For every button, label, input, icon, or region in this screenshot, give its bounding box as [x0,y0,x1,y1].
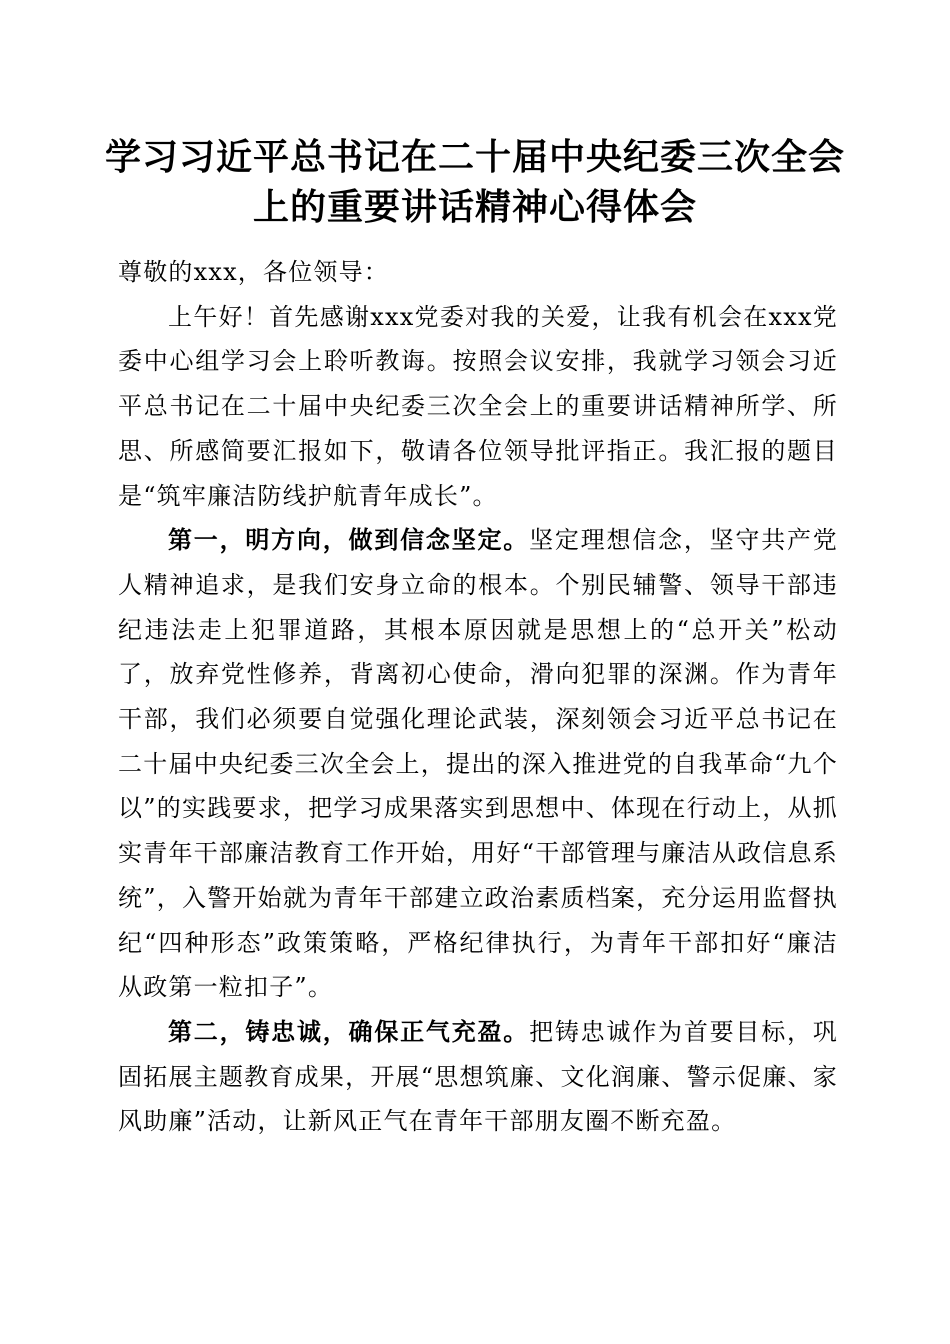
section-1-body: 坚定理想信念，坚守共产党人精神追求，是我们安身立命的根本。个别民辅警、领导干部违纪违法走上犯罪道路，其根本原因就是思想上的“总开关”松动了，放弃党性修养，背离初心使命，滑向犯罪的深渊。作为青年干部，我们必须要自觉强化理论武装，深刻领会习近平总书记在二十届中央纪委三次全会上，提出的深入推进党的自我革命“九个以”的实践要求，把学习成果落实到思想中、体现在行动上，从抓实青年干部廉洁教育工作开始，用好“干部管理与廉洁从政信息系统”，入警开始就为青年干部建立政治素质档案，充分运用监督执纪“四种形态”政策策略，严格纪律执行，为青年干部扣好“廉洁从政第一粒扣子”。 [118,526,838,1002]
intro-paragraph: 上午好！首先感谢xxx党委对我的关爱，让我有机会在xxx党委中心组学习会上聆听教诲。按照会议安排，我就学习领会习近平总书记在二十届中央纪委三次全会上的重要讲话精神所学、所思、所感简要汇报如下，敬请各位领导批评指正。我汇报的题目是“筑牢廉洁防线护航青年成长”。 [118,302,838,510]
section-1-heading: 第一，明方向，做到信念坚定。 [168,525,530,555]
salutation: 尊敬的xxx，各位领导： [118,258,390,286]
title-line-2: 上的重要讲话精神心得体会 [252,186,697,228]
document-body [118,250,838,1144]
section-1-paragraph [118,518,838,1010]
section-2-heading: 第二，铸忠诚，确保正气充盈。 [168,1016,530,1046]
section-2-paragraph [118,1010,838,1144]
section-2-body: 把铸忠诚作为首要目标，巩固拓展主题教育成果，开展“思想筑廉、文化润廉、警示促廉、家风助廉”活动，让新风正气在青年干部朋友圈不断充盈。 [118,1017,838,1136]
document-title [100,132,850,232]
title-line-1: 学习习近平总书记在二十届中央纪委三次全会 [104,136,845,178]
